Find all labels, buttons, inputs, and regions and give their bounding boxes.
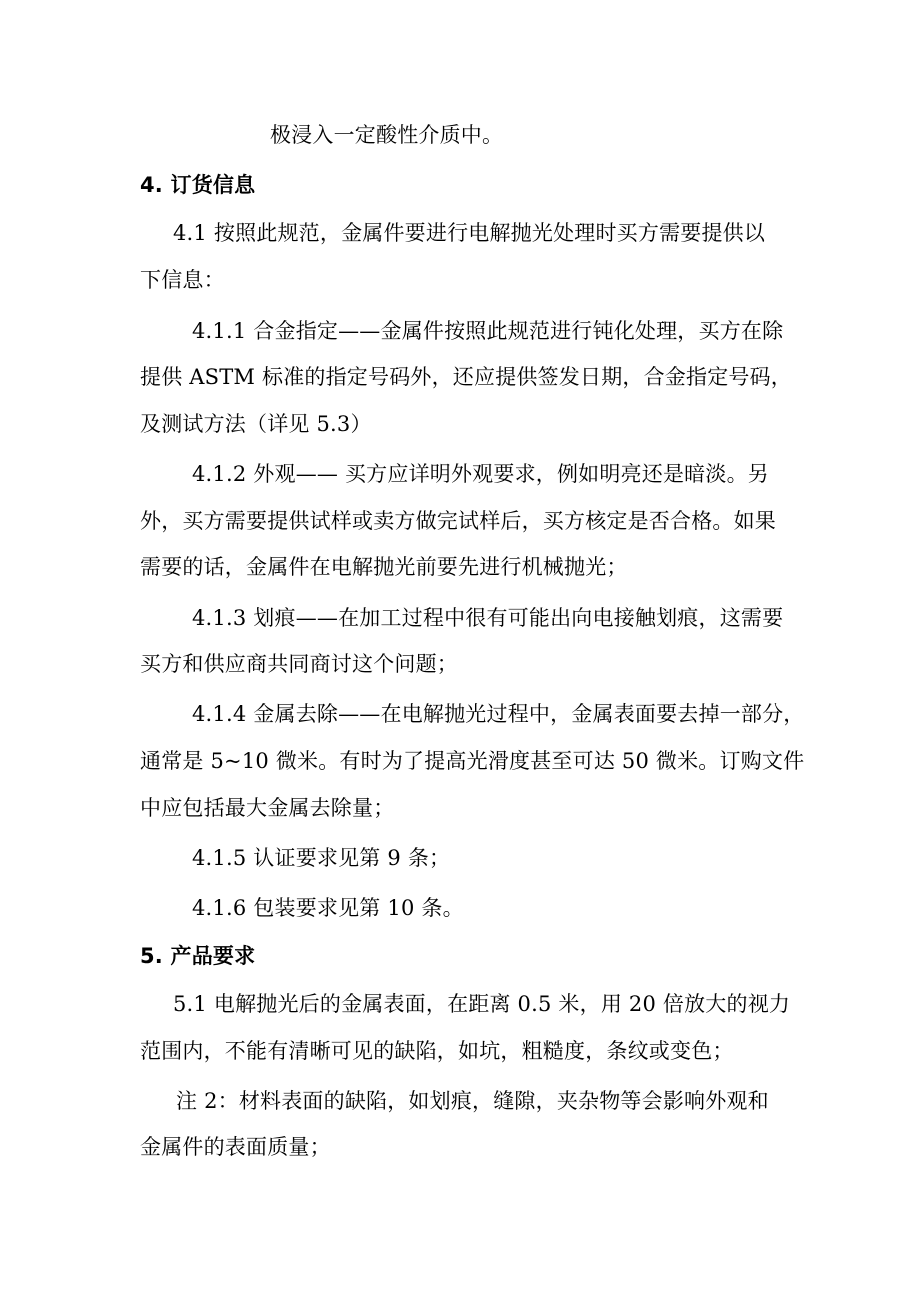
text-line: 4.1.3 划痕——在加工过程中很有可能出向电接触划痕，这需要 — [192, 606, 784, 630]
text-line: 注 2：材料表面的缺陷，如划痕，缝隙，夹杂物等会影响外观和 — [176, 1089, 769, 1113]
text-line: 4.1.6 包装要求见第 10 条。 — [192, 896, 464, 920]
text-line: 下信息： — [140, 268, 225, 292]
text-line: 极浸入一定酸性介质中。 — [270, 123, 504, 147]
text-line: 中应包括最大金属去除量； — [140, 796, 395, 820]
text-line: 5.1 电解抛光后的金属表面，在距离 0.5 米，用 20 倍放大的视力 — [173, 992, 791, 1016]
text-line: 买方和供应商共同商讨这个问题； — [140, 652, 458, 676]
text-line: 4.1.4 金属去除——在电解抛光过程中，金属表面要去掉一部分， — [192, 702, 805, 726]
text-line: 范围内，不能有清晰可见的缺陷，如坑，粗糙度，条纹或变色； — [140, 1039, 734, 1063]
section-heading: 4. 订货信息 — [140, 173, 256, 197]
section-heading: 5. 产品要求 — [140, 944, 256, 968]
text-line: 4.1.2 外观—— 买方应详明外观要求，例如明亮还是暗淡。另 — [192, 462, 769, 486]
text-line: 4.1.5 认证要求见第 9 条； — [192, 846, 451, 870]
text-line: 需要的话，金属件在电解抛光前要先进行机械抛光； — [140, 555, 628, 579]
text-line: 提供 ASTM 标准的指定号码外，还应提供签发日期，合金指定号码， — [140, 365, 793, 389]
text-line: 及测试方法（详见 5.3） — [140, 412, 372, 436]
text-line: 外，买方需要提供试样或卖方做完试样后，买方核定是否合格。如果 — [140, 509, 776, 533]
text-line: 4.1 按照此规范，金属件要进行电解抛光处理时买方需要提供以 — [173, 221, 766, 245]
text-line: 4.1.1 合金指定——金属件按照此规范进行钝化处理，买方在除 — [192, 319, 784, 343]
text-line: 通常是 5~10 微米。有时为了提高光滑度甚至可达 50 微米。订购文件 — [140, 749, 805, 773]
text-line: 金属件的表面质量； — [140, 1135, 331, 1159]
